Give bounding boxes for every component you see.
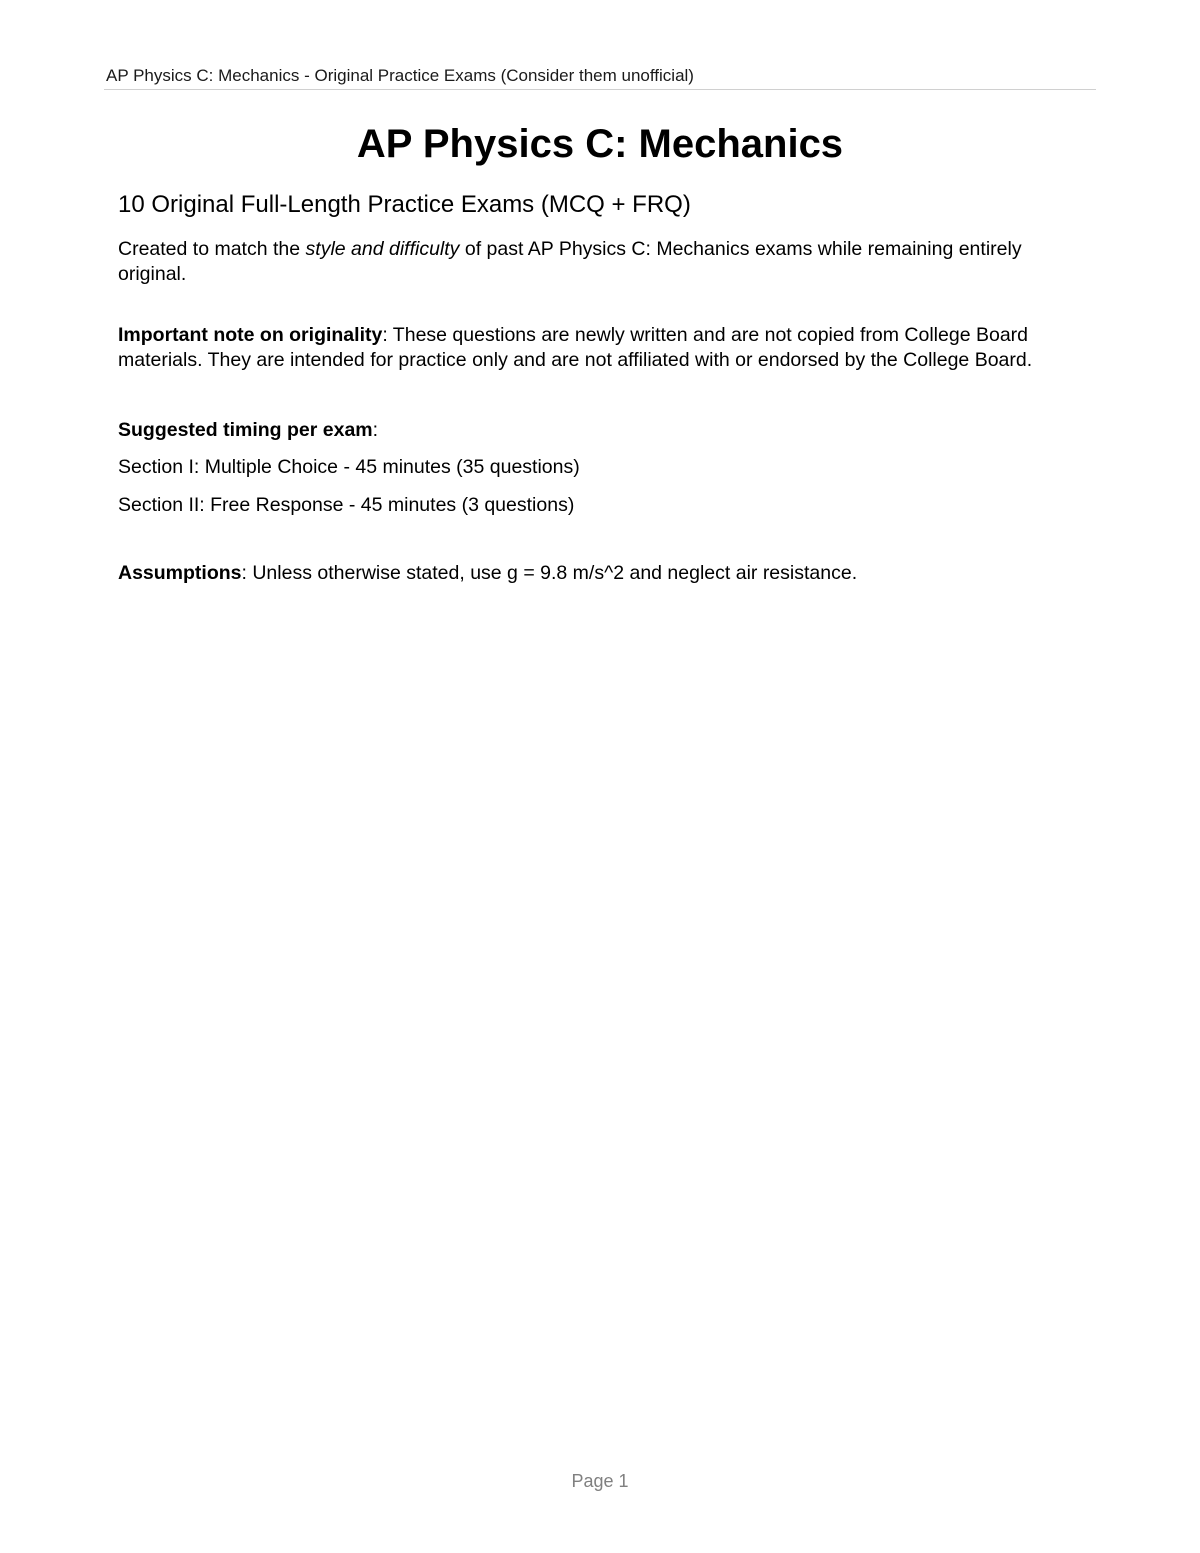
- timing-heading: [118, 418, 1088, 443]
- document-subtitle: 10 Original Full-Length Practice Exams (MCQ + FRQ): [118, 191, 691, 218]
- timing-section-2: Section II: Free Response - 45 minutes (3 questions): [118, 494, 575, 516]
- timing-heading-label: Suggested timing per exam: [118, 419, 373, 441]
- intro-text-after: of past AP Physics C: Mechanics exams while remaining entirely original.: [118, 238, 1022, 285]
- page-number: Page 1: [571, 1471, 629, 1491]
- timing-heading-suffix: :: [372, 419, 379, 441]
- document-title: AP Physics C: Mechanics: [356, 122, 844, 166]
- assumptions-label: Assumptions: [118, 562, 242, 584]
- intro-text-before: Created to match the: [118, 238, 306, 260]
- intro-emphasis: style and difficulty: [305, 238, 460, 260]
- running-header: AP Physics C: Mechanics - Original Practice Exams (Consider them unofficial): [106, 66, 694, 85]
- assumptions-text: : Unless otherwise stated, use g = 9.8 m/s^2 and neglect air resistance.: [241, 562, 858, 584]
- intro-paragraph: [118, 237, 1088, 287]
- timing-section-1: Section I: Multiple Choice - 45 minutes (35 questions): [118, 456, 580, 478]
- originality-note-text: : These questions are newly written and are not copied from College Board materials. They are intended for practice only and are not affiliated with or endorsed by the College Board.: [118, 324, 1033, 371]
- assumptions-paragraph: [118, 561, 1088, 586]
- originality-note-label: Important note on originality: [118, 324, 383, 346]
- originality-note: [118, 323, 1088, 373]
- header-divider: [104, 89, 1096, 90]
